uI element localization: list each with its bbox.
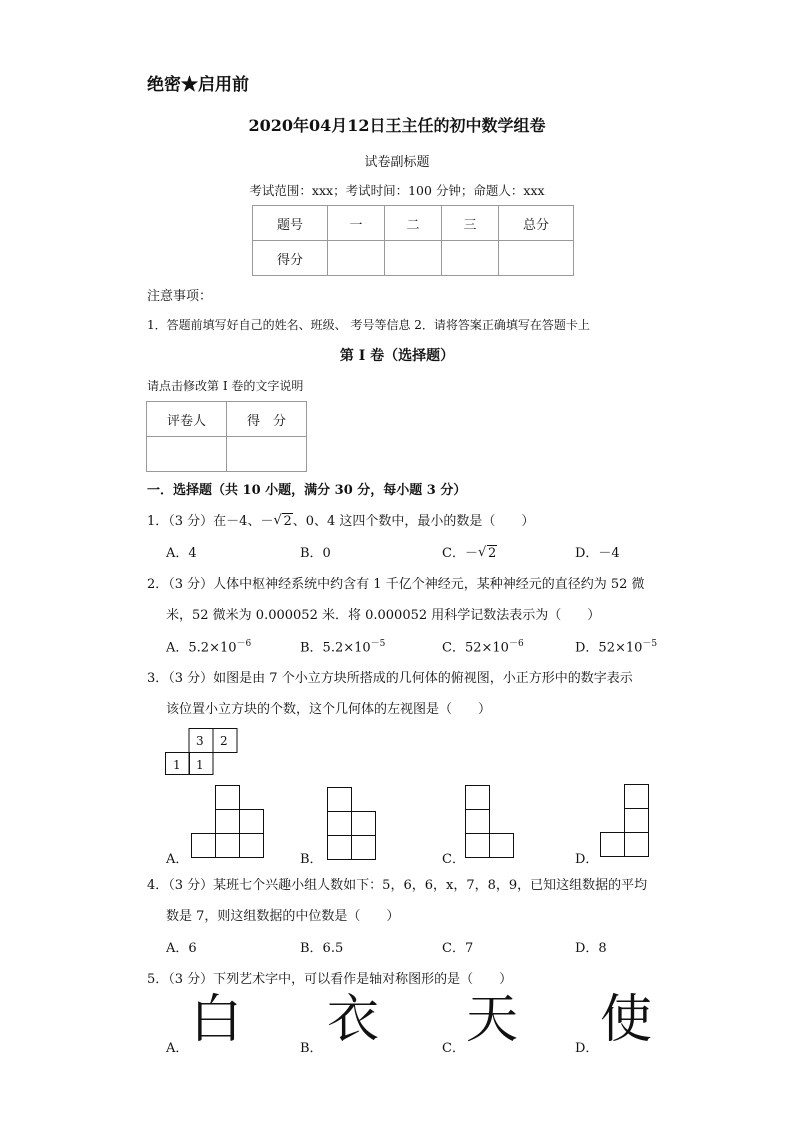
q2-option-a[interactable]	[166, 636, 251, 655]
q1-option-a[interactable]: A．4	[166, 546, 197, 561]
grader-cell[interactable]	[147, 437, 227, 472]
score-header-cell: 总分	[499, 206, 574, 241]
q1-text-a: 1．（3 分）在－4、－	[147, 514, 274, 529]
q1-option-d[interactable]: D．－4	[575, 546, 620, 561]
q2-option-d-exp: －5	[642, 639, 658, 649]
q3-option-b[interactable]: B．	[300, 852, 323, 867]
score-cell[interactable]	[442, 241, 499, 276]
q2-option-d-base: D．52×10	[575, 640, 643, 656]
exam-title: 2020年04月12日王主任的初中数学组卷	[248, 116, 546, 135]
left-view-figure-c[interactable]	[465, 785, 515, 859]
grader-table	[146, 401, 307, 472]
q1-option-c[interactable]	[442, 542, 497, 561]
part-title: 第 I 卷（选择题）	[339, 348, 455, 364]
top-view-grid	[165, 728, 245, 776]
grader-header: 得 分	[227, 402, 307, 437]
score-header-cell: 三	[442, 206, 499, 241]
left-view-figure-d[interactable]	[600, 784, 650, 858]
q4-option-a[interactable]: A．6	[166, 941, 197, 956]
score-table	[252, 205, 574, 276]
q3-option-d[interactable]: D．	[575, 852, 599, 867]
secret-mark: 绝密★启用前	[147, 75, 249, 95]
left-view-figure-b[interactable]	[327, 787, 377, 861]
score-header-cell: 题号	[253, 206, 328, 241]
q2-option-c-exp: －6	[508, 639, 524, 649]
grader-cell[interactable]	[227, 437, 307, 472]
q3-option-c[interactable]: C．	[442, 852, 465, 867]
art-char-tian[interactable]: 天	[466, 990, 519, 1050]
q2-option-b-exp: －5	[370, 639, 386, 649]
question-1	[147, 510, 534, 529]
q4-option-b[interactable]: B．6.5	[300, 941, 344, 956]
q5-option-d[interactable]: D．	[575, 1041, 599, 1056]
grid-value: 2	[220, 734, 228, 748]
q4-line-2: 数是 7，则这组数据的中位数是（ ）	[166, 909, 400, 924]
q4-option-d[interactable]: D．8	[575, 941, 607, 956]
q2-option-a-base: A．5.2×10	[166, 640, 237, 656]
score-row-label: 得分	[253, 241, 328, 276]
section-title: 一．选择题（共 10 小题，满分 30 分，每小题 3 分）	[147, 483, 467, 498]
q5-option-b[interactable]: B．	[300, 1041, 323, 1056]
q2-option-c-base: C．52×10	[442, 640, 509, 656]
art-char-bai[interactable]: 白	[190, 990, 243, 1050]
score-header-cell: 二	[385, 206, 442, 241]
q2-option-d[interactable]	[575, 636, 657, 655]
part-note: 请点击修改第 I 卷的文字说明	[147, 379, 304, 393]
notice-items: 1．答题前填写好自己的姓名、班级、 考号等信息 2．请将答案正确填写在答题卡上	[147, 318, 590, 332]
q1-option-c-sqrt: 2	[487, 546, 497, 561]
q3-option-a[interactable]: A．	[166, 852, 189, 867]
q2-option-a-exp: －6	[236, 639, 252, 649]
exam-subtitle: 试卷副标题	[364, 155, 430, 170]
score-cell[interactable]	[328, 241, 385, 276]
art-char-yi[interactable]: 衣	[327, 990, 380, 1050]
score-cell[interactable]	[499, 241, 574, 276]
left-view-figure-a[interactable]	[191, 785, 265, 859]
q5-option-c[interactable]: C．	[442, 1041, 465, 1056]
q3-line-2: 该位置小立方块的个数，这个几何体的左视图是（ ）	[166, 702, 492, 717]
q2-option-b-base: B．5.2×10	[300, 640, 371, 656]
q5-line-1: 5．（3 分）下列艺术字中，可以看作是轴对称图形的是（ ）	[147, 972, 513, 987]
sqrt-symbol	[273, 514, 292, 529]
score-cell[interactable]	[385, 241, 442, 276]
art-char-shi[interactable]: 使	[600, 990, 653, 1050]
grid-value: 1	[196, 758, 204, 772]
q4-line-1: 4．（3 分）某班七个兴趣小组人数如下：5，6，6，x，7，8，9，已知这组数据的平均	[147, 878, 648, 893]
q2-option-b[interactable]	[300, 636, 385, 655]
grid-value: 3	[196, 734, 204, 748]
q1-sqrt-value: 2	[283, 514, 292, 529]
q1-text-b: 、0、4 这四个数中，最小的数是（ ）	[292, 514, 535, 529]
grader-header: 评卷人	[147, 402, 227, 437]
exam-info: 考试范围：xxx；考试时间：100 分钟；命题人：xxx	[249, 183, 545, 198]
q1-option-b[interactable]: B．0	[300, 546, 331, 561]
q2-line-2: 米，52 微米为 0.000052 米．将 0.000052 用科学记数法表示为（ ）	[166, 608, 601, 623]
q3-line-1: 3．（3 分）如图是由 7 个小立方块所搭成的几何体的俯视图，小正方形中的数字表示	[147, 671, 633, 686]
sqrt-symbol	[478, 546, 497, 561]
q5-option-a[interactable]: A．	[166, 1041, 189, 1056]
q2-option-c[interactable]	[442, 636, 524, 655]
score-header-cell: 一	[328, 206, 385, 241]
q2-line-1: 2．（3 分）人体中枢神经系统中约含有 1 千亿个神经元，某种神经元的直径约为 52 微	[147, 577, 645, 592]
grid-value: 1	[173, 758, 181, 772]
q4-option-c[interactable]: C．7	[442, 941, 474, 956]
q1-option-c-prefix: C．－	[442, 546, 478, 561]
notice-title: 注意事项：	[147, 289, 213, 304]
